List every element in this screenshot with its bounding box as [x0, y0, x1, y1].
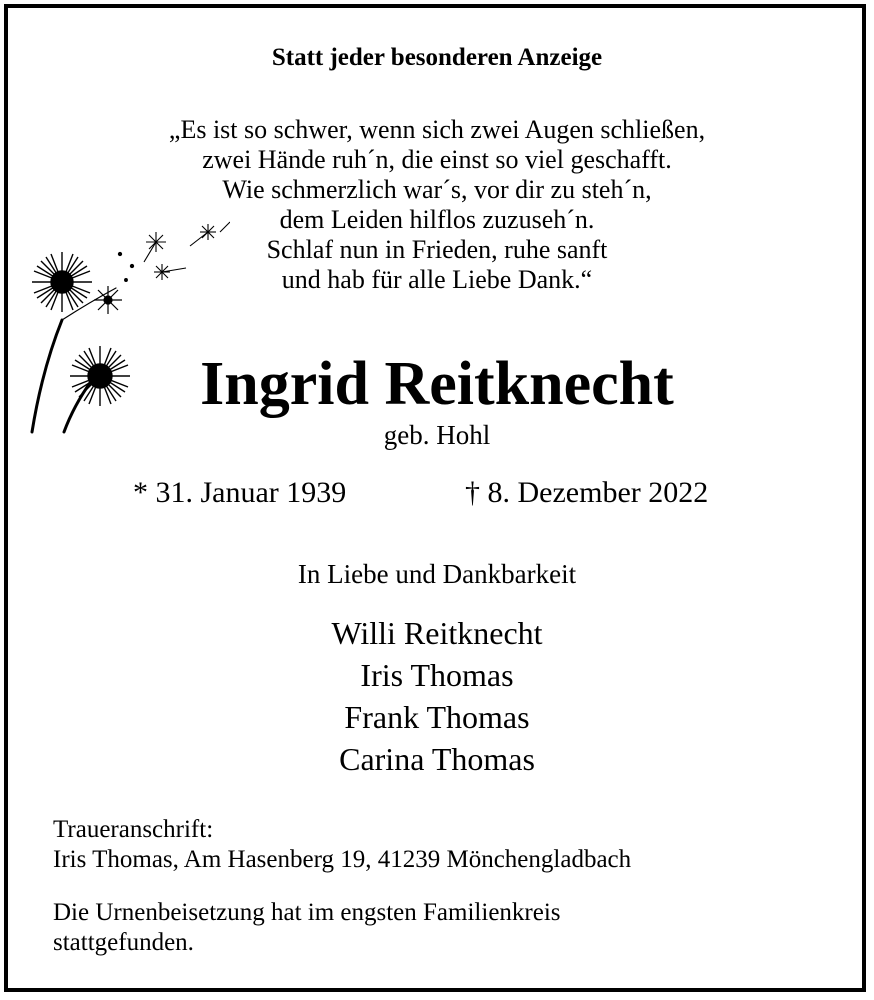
family-list — [0, 612, 874, 780]
mourning-address — [53, 815, 631, 875]
birth-date: * 31. Januar 1939 — [133, 476, 347, 509]
poem-line: Wie schmerzlich war´s, vor dir zu steh´n, — [222, 175, 652, 204]
burial-line: stattgefunden. — [53, 929, 194, 956]
gratitude-line: In Liebe und Dankbarkeit — [297, 559, 577, 589]
family-member: Carina Thomas — [339, 741, 535, 777]
maiden-name: geb. Hohl — [383, 420, 491, 450]
death-date: † 8. Dezember 2022 — [465, 476, 709, 509]
burial-line: Die Urnenbeisetzung hat im engsten Familienkreis — [53, 899, 561, 926]
poem-line: dem Leiden hilflos zuzuseh´n. — [279, 205, 595, 234]
notice-heading: Statt jeder besonderen Anzeige — [271, 44, 603, 71]
address-label: Traueranschrift: — [53, 816, 214, 843]
burial-note — [53, 898, 561, 958]
family-member: Willi Reitknecht — [331, 615, 543, 651]
family-member: Iris Thomas — [360, 657, 514, 693]
deceased-name: Ingrid Reitknecht — [200, 350, 674, 418]
address-text: Iris Thomas, Am Hasenberg 19, 41239 Mönchengladbach — [53, 846, 632, 873]
poem-line: „Es ist so schwer, wenn sich zwei Augen schließen, — [168, 115, 706, 144]
poem-line: zwei Hände ruh´n, die einst so viel geschafft. — [202, 145, 672, 174]
family-member: Frank Thomas — [344, 699, 530, 735]
poem-line: und hab für alle Liebe Dank.“ — [281, 265, 593, 294]
poem-line: Schlaf nun in Frieden, ruhe sanft — [266, 235, 608, 264]
